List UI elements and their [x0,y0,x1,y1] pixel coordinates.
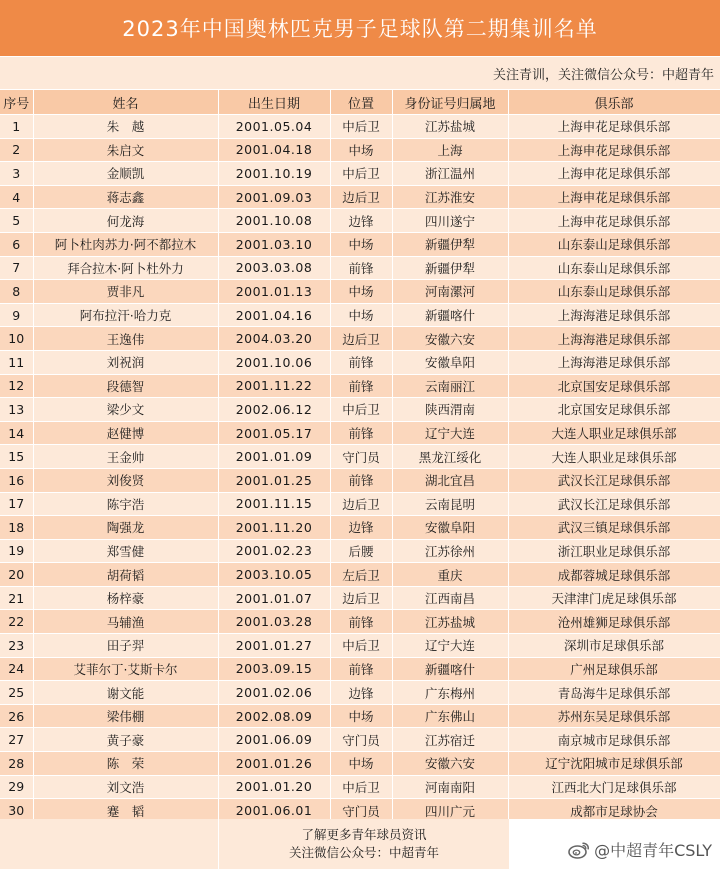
birth-date: 2002.06.12 [218,398,330,422]
birth-date: 2001.11.20 [218,516,330,540]
club-name: 上海申花足球俱乐部 [508,209,720,233]
position: 中场 [330,752,392,776]
row-number: 11 [0,350,33,374]
club-name: 成都蓉城足球俱乐部 [508,563,720,587]
id-origin: 云南昆明 [392,492,508,516]
player-name: 金顺凯 [33,162,218,186]
position: 中后卫 [330,398,392,422]
position: 前锋 [330,657,392,681]
id-origin: 陕西渭南 [392,398,508,422]
player-name: 马辅渔 [33,610,218,634]
table-row [0,256,720,280]
position: 守门员 [330,799,392,823]
player-name: 何龙海 [33,209,218,233]
table-row [0,657,720,681]
player-name: 赵健博 [33,421,218,445]
id-origin: 江苏盐城 [392,610,508,634]
club-name: 上海申花足球俱乐部 [508,138,720,162]
table-row [0,162,720,186]
id-origin: 广东梅州 [392,681,508,705]
id-origin: 上海 [392,138,508,162]
row-number: 13 [0,398,33,422]
player-name: 田子羿 [33,634,218,658]
row-number: 10 [0,327,33,351]
row-number: 15 [0,445,33,469]
id-origin: 安徽六安 [392,327,508,351]
birth-date: 2001.11.15 [218,492,330,516]
footer-promo [219,819,510,869]
id-origin: 广东佛山 [392,704,508,728]
table-row [0,327,720,351]
birth-date: 2001.10.06 [218,350,330,374]
footer-line-2: 关注微信公众号：中超青年 [288,845,439,860]
club-name: 山东泰山足球俱乐部 [508,232,720,256]
club-name: 武汉长江足球俱乐部 [508,492,720,516]
id-origin: 河南南阳 [392,775,508,799]
club-name: 武汉长江足球俱乐部 [508,468,720,492]
table-row [0,138,720,162]
id-origin: 新疆喀什 [392,657,508,681]
header-position: 位置 [330,90,392,115]
club-name: 上海海港足球俱乐部 [508,327,720,351]
club-name: 上海申花足球俱乐部 [508,162,720,186]
player-name: 陈 荣 [33,752,218,776]
table-row [0,398,720,422]
header-number: 序号 [0,90,33,115]
table-row [0,681,720,705]
row-number: 20 [0,563,33,587]
table-row [0,775,720,799]
birth-date: 2001.04.18 [218,138,330,162]
position: 前锋 [330,256,392,280]
player-name: 朱 越 [33,115,218,139]
position: 中场 [330,704,392,728]
id-origin: 黑龙江绥化 [392,445,508,469]
table-row [0,303,720,327]
table-row [0,704,720,728]
id-origin: 安徽阜阳 [392,516,508,540]
birth-date: 2001.06.01 [218,799,330,823]
birth-date: 2001.01.25 [218,468,330,492]
club-name: 天津津门虎足球俱乐部 [508,586,720,610]
id-origin: 江苏宿迁 [392,728,508,752]
club-name: 北京国安足球俱乐部 [508,398,720,422]
position: 前锋 [330,468,392,492]
weibo-icon [568,841,590,859]
row-number: 14 [0,421,33,445]
id-origin: 安徽六安 [392,752,508,776]
player-name: 朱启文 [33,138,218,162]
player-name: 王金帅 [33,445,218,469]
position: 边后卫 [330,492,392,516]
position: 中场 [330,303,392,327]
birth-date: 2001.10.19 [218,162,330,186]
position: 边锋 [330,681,392,705]
table-row [0,610,720,634]
position: 中场 [330,280,392,304]
birth-date: 2001.01.27 [218,634,330,658]
position: 边后卫 [330,327,392,351]
row-number: 18 [0,516,33,540]
table-row [0,586,720,610]
player-name: 贾非凡 [33,280,218,304]
club-name: 武汉三镇足球俱乐部 [508,516,720,540]
row-number: 21 [0,586,33,610]
player-name: 刘俊贤 [33,468,218,492]
birth-date: 2004.03.20 [218,327,330,351]
row-number: 9 [0,303,33,327]
birth-date: 2001.01.09 [218,445,330,469]
club-name: 上海海港足球俱乐部 [508,303,720,327]
birth-date: 2001.01.26 [218,752,330,776]
position: 中场 [330,232,392,256]
birth-date: 2001.05.17 [218,421,330,445]
id-origin: 重庆 [392,563,508,587]
table-row [0,752,720,776]
club-name: 上海海港足球俱乐部 [508,350,720,374]
table-row [0,728,720,752]
position: 中后卫 [330,775,392,799]
watermark-text: @中超青年CSLY [594,841,712,860]
row-number: 23 [0,634,33,658]
club-name: 苏州东吴足球俱乐部 [508,704,720,728]
table-row [0,563,720,587]
row-number: 26 [0,704,33,728]
birth-date: 2001.02.06 [218,681,330,705]
id-origin: 江苏盐城 [392,115,508,139]
watermark [568,838,712,861]
table-row [0,492,720,516]
position: 前锋 [330,610,392,634]
position: 边锋 [330,516,392,540]
id-origin: 四川遂宁 [392,209,508,233]
birth-date: 2001.09.03 [218,185,330,209]
id-origin: 新疆伊犁 [392,232,508,256]
player-name: 杨梓豪 [33,586,218,610]
table-header-row [0,90,720,115]
player-name: 阿卜杜肉苏力·阿不都拉木 [33,232,218,256]
header-club: 俱乐部 [508,90,720,115]
birth-date: 2001.01.13 [218,280,330,304]
id-origin: 辽宁大连 [392,634,508,658]
player-name: 陶强龙 [33,516,218,540]
row-number: 22 [0,610,33,634]
table-row [0,421,720,445]
row-number: 6 [0,232,33,256]
id-origin: 江苏徐州 [392,539,508,563]
player-name: 蒋志鑫 [33,185,218,209]
position: 边后卫 [330,185,392,209]
club-name: 上海申花足球俱乐部 [508,115,720,139]
position: 前锋 [330,350,392,374]
club-name: 辽宁沈阳城市足球俱乐部 [508,752,720,776]
player-name: 段德智 [33,374,218,398]
player-name: 艾菲尔丁·艾斯卡尔 [33,657,218,681]
id-origin: 江苏淮安 [392,185,508,209]
club-name: 沧州雄狮足球俱乐部 [508,610,720,634]
birth-date: 2001.05.04 [218,115,330,139]
position: 前锋 [330,374,392,398]
player-name: 蹇 韬 [33,799,218,823]
id-origin: 湖北宜昌 [392,468,508,492]
birth-date: 2001.11.22 [218,374,330,398]
footer [0,819,720,869]
id-origin: 江西南昌 [392,586,508,610]
club-name: 南京城市足球俱乐部 [508,728,720,752]
row-number: 5 [0,209,33,233]
id-origin: 河南漯河 [392,280,508,304]
birth-date: 2001.01.20 [218,775,330,799]
player-name: 黄子豪 [33,728,218,752]
player-name: 郑雪健 [33,539,218,563]
club-name: 成都市足球协会 [508,799,720,823]
id-origin: 浙江温州 [392,162,508,186]
table-row [0,209,720,233]
player-name: 刘祝润 [33,350,218,374]
table-row [0,634,720,658]
club-name: 江西北大门足球俱乐部 [508,775,720,799]
id-origin: 新疆喀什 [392,303,508,327]
player-name: 刘文浩 [33,775,218,799]
birth-date: 2003.10.05 [218,563,330,587]
position: 边后卫 [330,586,392,610]
id-origin: 四川广元 [392,799,508,823]
footer-watermark-cell [510,819,720,869]
row-number: 3 [0,162,33,186]
table-row [0,115,720,139]
row-number: 19 [0,539,33,563]
birth-date: 2003.03.08 [218,256,330,280]
position: 边锋 [330,209,392,233]
player-name: 梁少文 [33,398,218,422]
row-number: 16 [0,468,33,492]
table-row [0,232,720,256]
table-row [0,539,720,563]
position: 前锋 [330,421,392,445]
table-row [0,350,720,374]
player-name: 胡荷韬 [33,563,218,587]
row-number: 29 [0,775,33,799]
position: 左后卫 [330,563,392,587]
club-name: 深圳市足球俱乐部 [508,634,720,658]
footer-line-1: 了解更多青年球员资讯 [301,827,427,842]
table-row [0,374,720,398]
club-name: 山东泰山足球俱乐部 [508,280,720,304]
birth-date: 2001.04.16 [218,303,330,327]
table-row [0,468,720,492]
row-number: 4 [0,185,33,209]
birth-date: 2002.08.09 [218,704,330,728]
player-name: 拜合拉木·阿卜杜外力 [33,256,218,280]
table-row [0,280,720,304]
table-row [0,516,720,540]
position: 中后卫 [330,115,392,139]
position: 中后卫 [330,162,392,186]
player-name: 阿布拉汗·哈力克 [33,303,218,327]
row-number: 24 [0,657,33,681]
footer-blank-cell [0,819,219,869]
club-name: 北京国安足球俱乐部 [508,374,720,398]
club-name: 浙江职业足球俱乐部 [508,539,720,563]
row-number: 27 [0,728,33,752]
row-number: 2 [0,138,33,162]
row-number: 12 [0,374,33,398]
club-name: 广州足球俱乐部 [508,657,720,681]
club-name: 上海申花足球俱乐部 [508,185,720,209]
row-number: 8 [0,280,33,304]
player-name: 谢文能 [33,681,218,705]
row-number: 30 [0,799,33,823]
header-origin: 身份证号归属地 [392,90,508,115]
birth-date: 2001.03.10 [218,232,330,256]
header-birth: 出生日期 [218,90,330,115]
position: 后腰 [330,539,392,563]
position: 中场 [330,138,392,162]
roster-table [0,90,720,823]
row-number: 1 [0,115,33,139]
id-origin: 云南丽江 [392,374,508,398]
club-name: 大连人职业足球俱乐部 [508,421,720,445]
position: 守门员 [330,728,392,752]
club-name: 大连人职业足球俱乐部 [508,445,720,469]
id-origin: 新疆伊犁 [392,256,508,280]
row-number: 28 [0,752,33,776]
birth-date: 2001.01.07 [218,586,330,610]
birth-date: 2001.10.08 [218,209,330,233]
table-row [0,185,720,209]
row-number: 25 [0,681,33,705]
id-origin: 安徽阜阳 [392,350,508,374]
player-name: 陈宇浩 [33,492,218,516]
club-name: 青岛海牛足球俱乐部 [508,681,720,705]
table-row [0,445,720,469]
header-name: 姓名 [33,90,218,115]
row-number: 17 [0,492,33,516]
player-name: 梁伟棚 [33,704,218,728]
birth-date: 2003.09.15 [218,657,330,681]
club-name: 山东泰山足球俱乐部 [508,256,720,280]
page-title: 2023年中国奥林匹克男子足球队第二期集训名单 [0,0,720,57]
position: 中后卫 [330,634,392,658]
player-name: 王逸伟 [33,327,218,351]
follow-notice: 关注青训，关注微信公众号：中超青年 [0,57,720,90]
position: 守门员 [330,445,392,469]
roster-body [0,115,720,823]
row-number: 7 [0,256,33,280]
birth-date: 2001.06.09 [218,728,330,752]
birth-date: 2001.02.23 [218,539,330,563]
id-origin: 辽宁大连 [392,421,508,445]
birth-date: 2001.03.28 [218,610,330,634]
